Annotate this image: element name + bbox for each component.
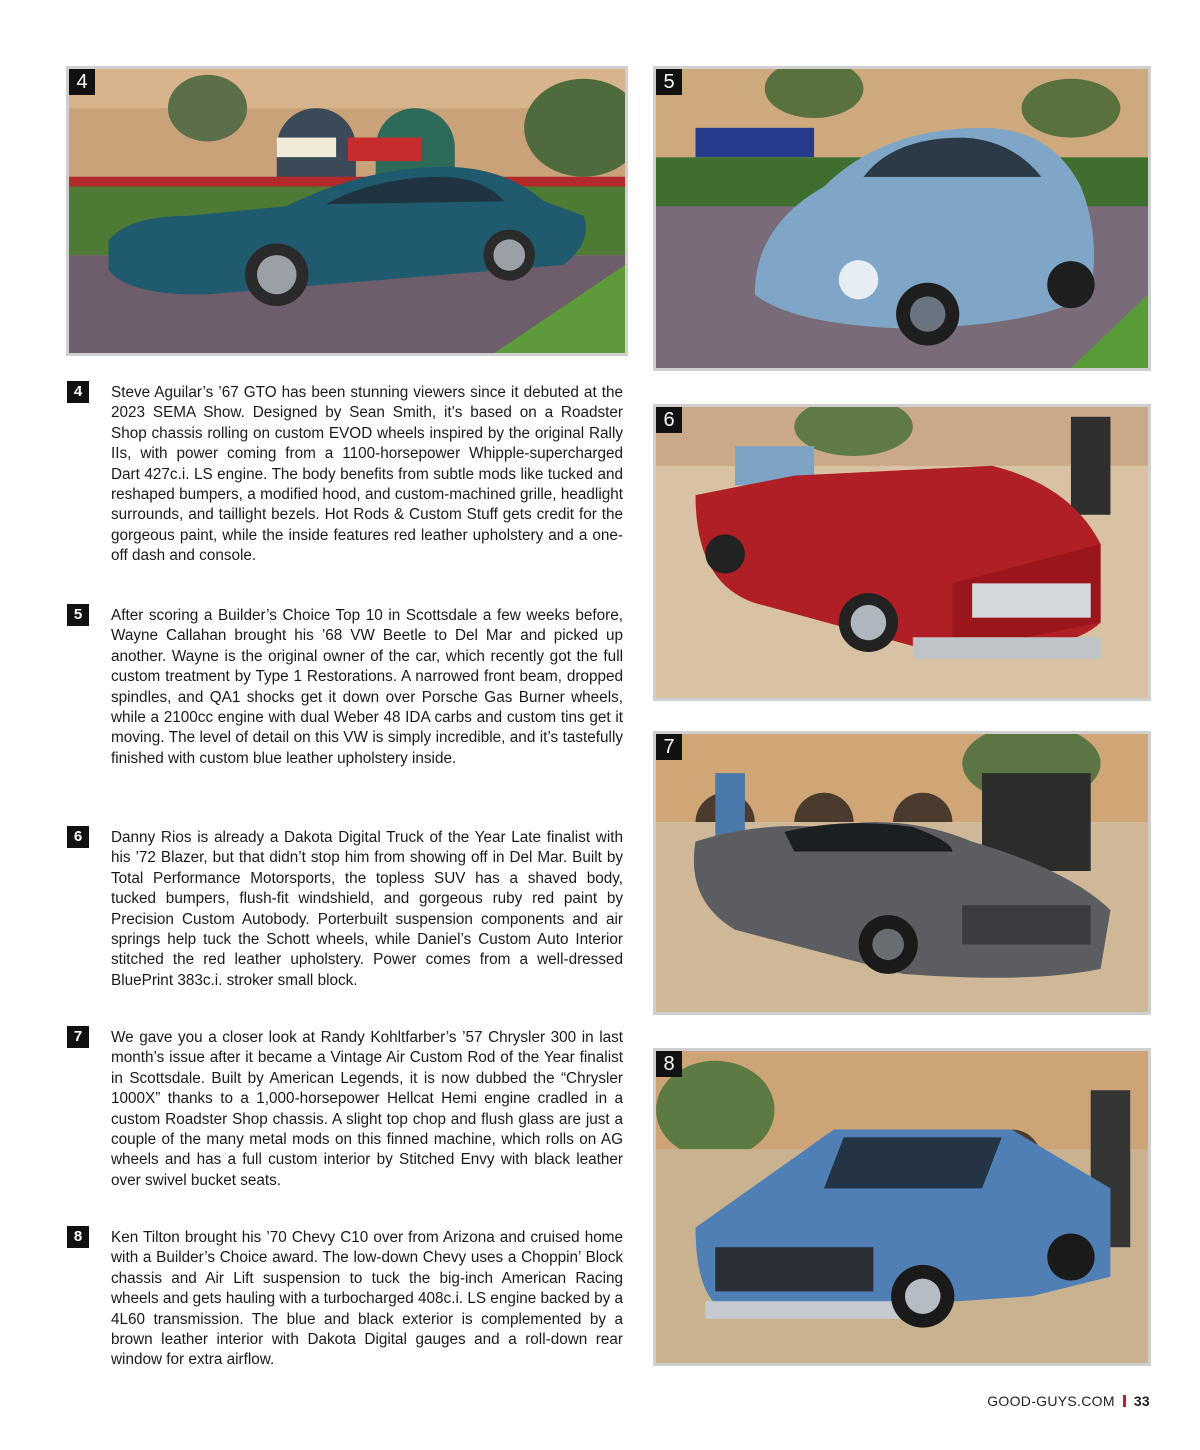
caption-8-text: Ken Tilton brought his ’70 Chevy C10 over from Arizona and cruised home with a Builder’s Choice award. The low-down Chevy uses a Choppin’ Block chassis and Air Lift suspension to tuck the big-inch American Racing wheels and gets hauling with a turbocharged 408c.i. LS engine backed by a 4L60 transmission. The blue and black exterior is complemented by a brown leather interior with Dakota Digital gauges and a roll-down rear window for extra airflow. (111, 1229, 623, 1369)
caption-4-text: Steve Aguilar’s ’67 GTO has been stunning viewers since it debuted at the 2023 SEMA Show. Designed by Sean Smith, it’s based on a Roadster Shop chassis rolling on custom EVOD wheels inspired by the original Rally IIs, with power coming from a 1100-horsepower Whipple-supercharged Dart 427c.i. LS engine. The body benefits from subtle mods like tucked and reshaped bumpers, a modified hood, and custom-machined grille, headlight surrounds, and taillight bezels. Hot Rods & Custom Stuff gets credit for the gorgeous paint, while the inside features red leather upholstery and a one-off dash and console. (111, 384, 623, 565)
photo-number: 8 (656, 1051, 682, 1077)
photo-number: 5 (656, 69, 682, 95)
photo-5-image (656, 69, 1148, 368)
caption-number: 8 (67, 1226, 89, 1248)
photo-number: 6 (656, 407, 682, 433)
photo-6-blazer (653, 404, 1151, 701)
caption-6-text: Danny Rios is already a Dakota Digital Truck of the Year Late finalist with his ’72 Blazer, but that didn’t stop him from showing off in Del Mar. Built by Total Performance Motorsports, the topless SUV has a shaved body, tucked bumpers, flush-fit windshield, and gorgeous ruby red paint by Precision Custom Autobody. Porterbuilt suspension components and air springs help tuck the Schott wheels, while Daniel’s Custom Auto Interior stitched the red leather upholstery. Power comes from a well-dressed BluePrint 383c.i. stroker small block. (111, 829, 623, 989)
photo-6-image (656, 407, 1148, 698)
footer-site: GOOD-GUYS.COM (987, 1393, 1115, 1409)
photo-8-c10 (653, 1048, 1151, 1366)
photo-number: 4 (69, 69, 95, 95)
photo-7-chrysler (653, 731, 1151, 1015)
photo-5-vw-beetle (653, 66, 1151, 371)
photo-4-gto (66, 66, 628, 356)
caption-number: 6 (67, 826, 89, 848)
photo-4-image (69, 69, 625, 353)
page-number: 33 (1133, 1393, 1150, 1409)
photo-8-image (656, 1051, 1148, 1363)
caption-7-text: We gave you a closer look at Randy Kohltfarber’s ’57 Chrysler 300 in last month’s issue after it became a Vintage Air Custom Rod of the Year finalist in Scottsdale. Built by American Legends, it is now dubbed the “Chrysler 1000X” thanks to a 1,000-horsepower Hellcat Hemi engine cradled in a custom Roadster Shop chassis. A slight top chop and flush glass are just a couple of the many metal mods on this finned machine, which rolls on AG wheels and has a full custom interior by Stitched Envy with black leather over swivel bucket seats. (111, 1029, 623, 1189)
photo-number: 7 (656, 734, 682, 760)
page-footer (987, 1393, 1150, 1409)
caption-number: 7 (67, 1026, 89, 1048)
caption-5-text: After scoring a Builder’s Choice Top 10 in Scottsdale a few weeks before, Wayne Callahan brought his ’68 VW Beetle to Del Mar and picked up another. Wayne is the original owner of the car, which recently got the full custom treatment by Type 1 Restorations. A narrowed front beam, dropped spindles, and QA1 shocks get it down over Porsche Gas Burner wheels, while a 2100cc engine with dual Weber 48 IDA carbs and custom tins get it moving. The level of detail on this VW is simply incredible, and it’s tastefully finished with custom blue leather upholstery inside. (111, 607, 623, 767)
footer-separator (1123, 1395, 1126, 1407)
caption-number: 5 (67, 604, 89, 626)
photo-7-image (656, 734, 1148, 1012)
caption-number: 4 (67, 381, 89, 403)
